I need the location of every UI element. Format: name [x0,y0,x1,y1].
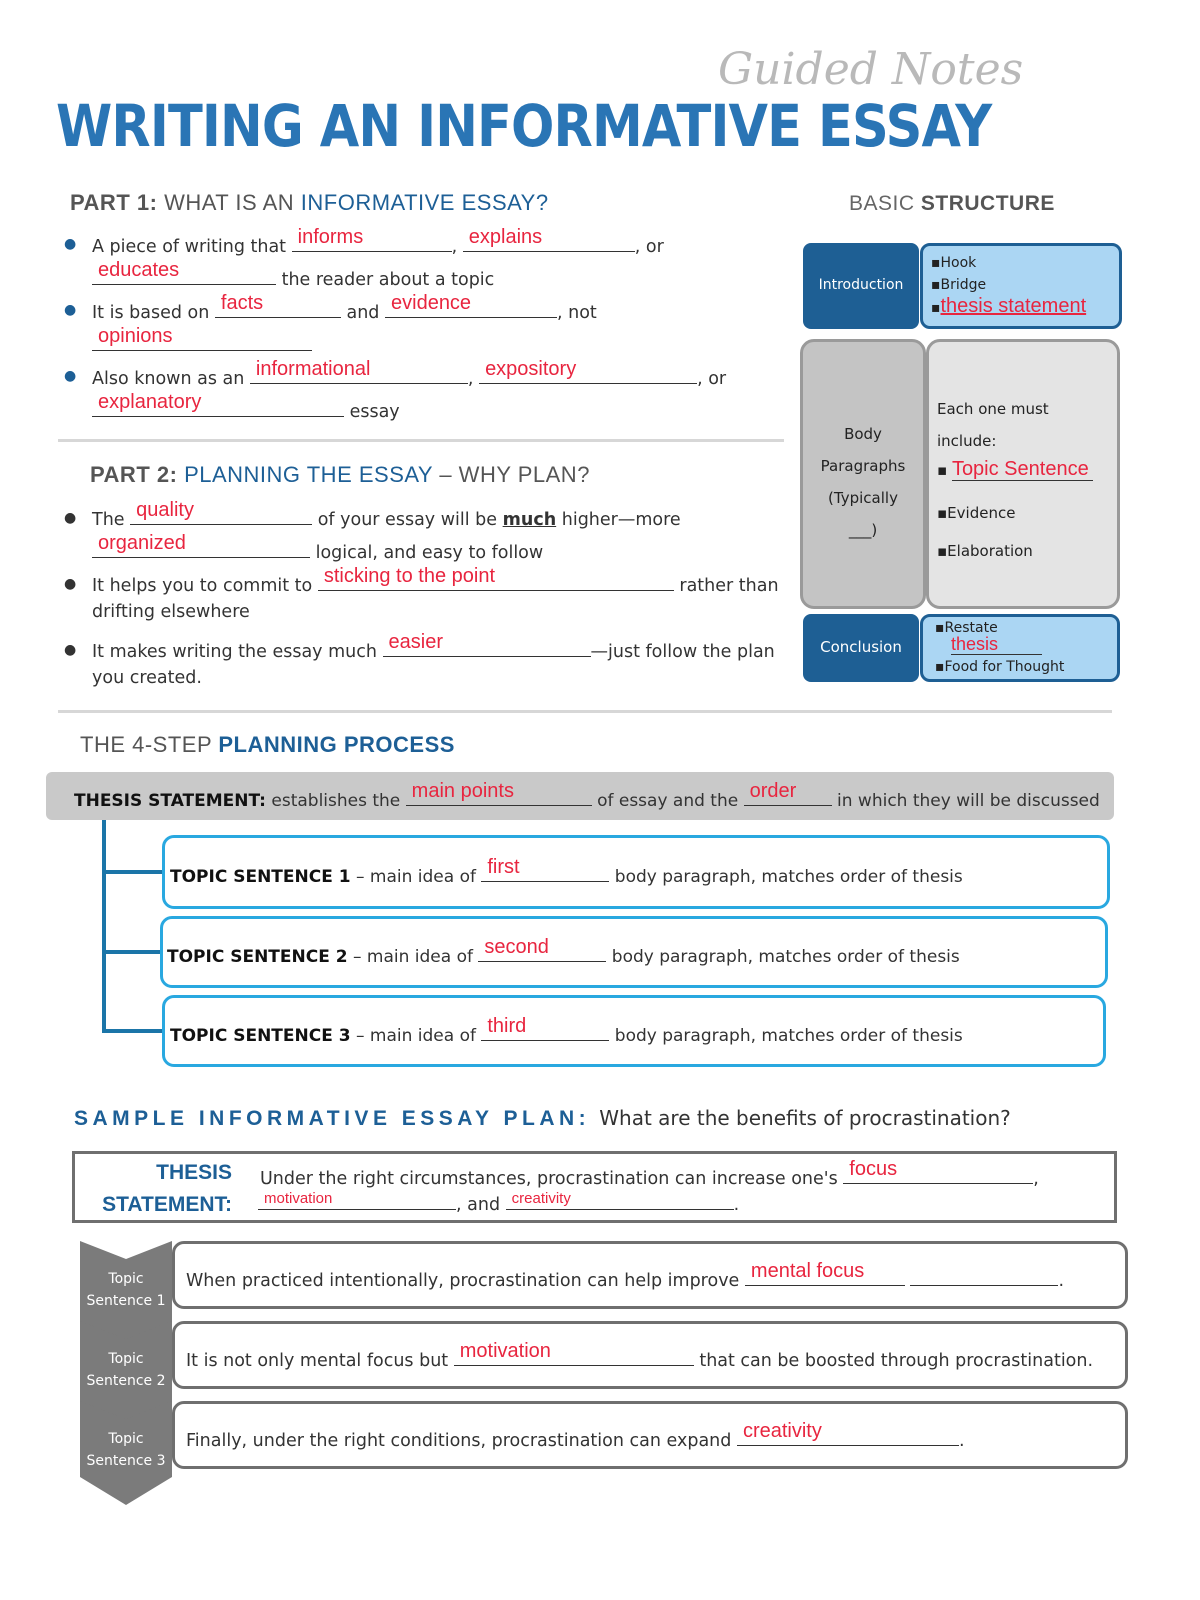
conclusion-item-thesis: thesis [951,634,1042,655]
blank-quality[interactable]: quality [130,503,312,525]
chevron-3-label: Topic Sentence 3 [86,1431,166,1469]
conclusion-item-food: ▪Food for Thought [935,659,1065,675]
thesis-bar-text: THESIS STATEMENT: establishes the main points of essay and the order in which they will be discussed [74,780,1100,811]
bullet-dot: ● [64,576,77,592]
conclusion-label: Conclusion [820,638,902,656]
blank-explanatory[interactable]: explanatory [92,395,344,417]
blank-mental-focus[interactable]: mental focus [745,1264,905,1286]
connector-vertical [102,820,106,1032]
part2-label: PART 2: [90,462,178,487]
guided-notes-script: Guided Notes [718,44,1024,95]
body-content-box: Each one must include: ▪ Topic Sentence ▪Evidence ▪Elaboration [926,339,1120,609]
blank-main-points[interactable]: main points [406,784,592,806]
blank-motivation[interactable]: motivation [258,1190,456,1210]
intro-label: Introduction [818,277,904,293]
part1-bullet1-line1: A piece of writing that informs , explains , or [92,226,664,257]
body-item-elaboration: ▪Elaboration [937,542,1033,560]
divider [58,710,1112,713]
part1-heading [70,190,549,216]
body-item-topic: ▪ Topic Sentence [937,458,1093,481]
chevron-2-label: Topic Sentence 2 [86,1351,166,1389]
blank-informs[interactable]: informs [292,230,452,252]
blank-expository[interactable]: expository [479,362,697,384]
part1-plain: WHAT IS AN [164,190,295,215]
divider [58,439,784,442]
bullet-dot: ● [64,302,77,318]
part1-accent: INFORMATIVE ESSAY? [300,190,549,215]
body-label-box [800,339,926,609]
blank-easier[interactable]: easier [383,635,591,657]
topic-sentence-2: TOPIC SENTENCE 2 – main idea of second body paragraph, matches order of thesis [167,936,960,967]
sample-thesis-line1: Under the right circumstances, procrastination can increase one's focus , [260,1158,1039,1189]
intro-label-box [803,243,919,329]
part2-bullet1-line1: The quality of your essay will be much higher—more [92,499,681,530]
blank-first[interactable]: first [481,860,609,882]
part1-bullet2-line1: It is based on facts and evidence , not [92,292,597,323]
intro-item-bridge: ▪Bridge [931,277,987,293]
intro-item-thesis: ▪thesis statement [931,295,1087,317]
structure-heading: BASIC STRUCTURE [849,192,1055,215]
page-title: WRITING AN INFORMATIVE ESSAY [56,92,992,160]
sample-heading: SAMPLE INFORMATIVE ESSAY PLAN: What are the benefits of procrastination? [74,1106,1011,1130]
part1-bullet2-line2 [92,325,312,356]
connector-h1 [102,870,164,874]
conclusion-content-box [920,614,1120,682]
part2-bullet2-line1: It helps you to commit to sticking to the point rather than [92,565,779,596]
intro-item-hook: ▪Hook [931,255,977,271]
blank-second[interactable]: second [478,940,606,962]
part2-bullet3-line1: It makes writing the essay much easier —just follow the plan [92,631,775,662]
intro-content-box [920,243,1122,329]
blank-creativity-2[interactable]: creativity [737,1424,959,1446]
bullet-dot: ● [64,236,77,252]
sample-thesis-line2: motivation , and creativity . [258,1190,739,1215]
topic-sentence-1: TOPIC SENTENCE 1 – main idea of first body paragraph, matches order of thesis [170,856,963,887]
part1-bullet3-line2: explanatory essay [92,395,400,422]
chevron-1-label: Topic Sentence 1 [86,1271,166,1309]
part2-bullet2-line2: drifting elsewhere [92,602,250,622]
bullet-dot: ● [64,642,77,658]
blank-informational[interactable]: informational [250,362,468,384]
body-item-evidence: ▪Evidence [937,504,1016,522]
bullet-dot: ● [64,510,77,526]
bullet-dot: ● [64,368,77,384]
connector-h2 [102,950,162,954]
part1-bullet1-line2: educates the reader about a topic [92,263,494,290]
part2-heading [90,462,590,488]
conclusion-label-box [803,614,919,682]
blank-explains[interactable]: explains [463,230,635,252]
blank-sticking[interactable]: sticking to the point [318,569,674,591]
blank-opinions[interactable]: opinions [92,329,312,351]
blank-facts[interactable]: facts [215,296,341,318]
part1-bullet3-line1: Also known as an informational , expository , or [92,358,727,389]
topic-sentence-3: TOPIC SENTENCE 3 – main idea of third body paragraph, matches order of thesis [170,1015,963,1046]
blank-focus[interactable]: focus [843,1162,1033,1184]
part2-accent: PLANNING THE ESSAY [184,462,433,487]
process-heading: THE 4-STEP PLANNING PROCESS [80,732,455,757]
sample-topic-3: Finally, under the right conditions, procrastination can expand creativity . [186,1420,965,1451]
blank-organized[interactable]: organized [92,536,310,558]
blank-creativity[interactable]: creativity [506,1190,734,1210]
blank-educates[interactable]: educates [92,263,276,285]
body-label: Body Paragraphs (Typically ___) [820,425,906,539]
blank-extra[interactable] [910,1264,1058,1286]
part2-bullet3-line2: you created. [92,668,202,688]
blank-order[interactable]: order [744,784,832,806]
blank-motivation-2[interactable]: motivation [454,1344,694,1366]
conclusion-item-restate: ▪Restate [935,620,998,636]
sample-topic-2: It is not only mental focus but motivation that can be boosted through procrastination. [186,1340,1094,1371]
blank-evidence[interactable]: evidence [385,296,557,318]
part1-label: PART 1: [70,190,158,215]
sample-thesis-label: THESIS STATEMENT: [102,1161,232,1216]
sample-topic-1: When practiced intentionally, procrastination can help improve mental focus . [186,1260,1065,1291]
blank-third[interactable]: third [481,1019,609,1041]
part2-plain: – WHY PLAN? [439,462,590,487]
connector-h3 [102,1029,164,1033]
part2-bullet1-line2: organized logical, and easy to follow [92,536,543,563]
